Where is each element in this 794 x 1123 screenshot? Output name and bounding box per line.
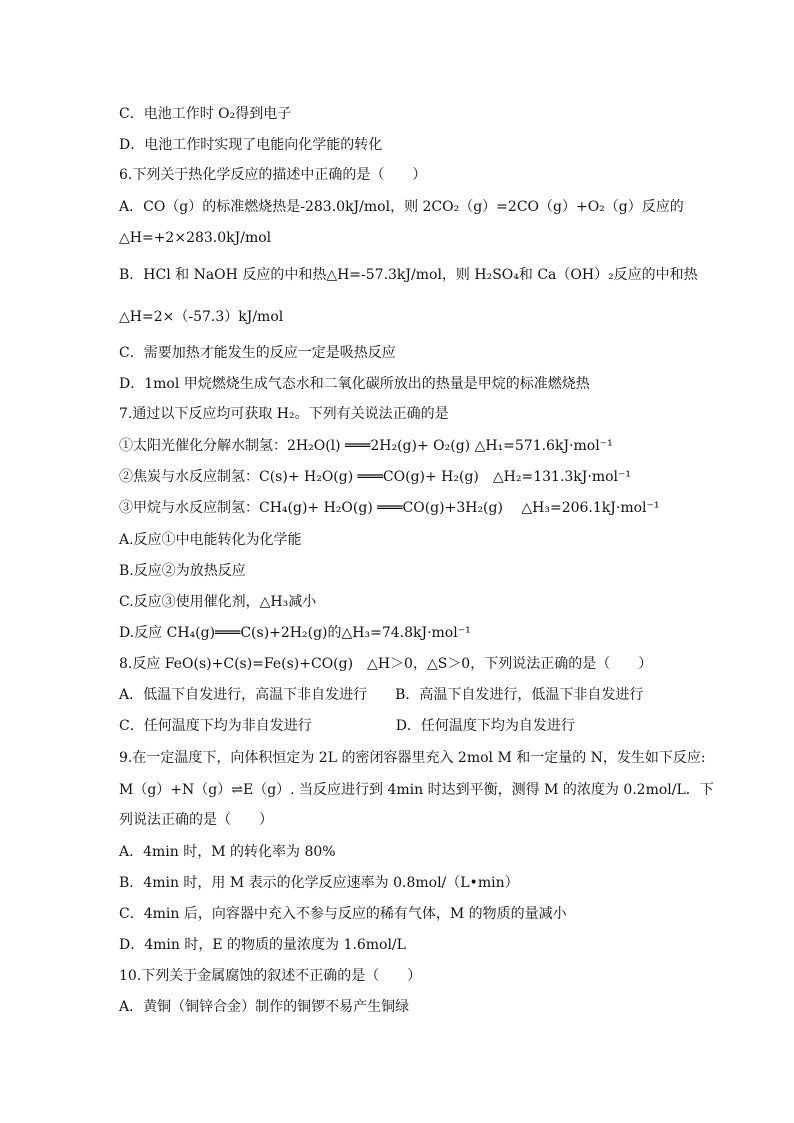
text-line: A.反应①中电能转化为化学能: [119, 532, 302, 548]
text-line: C．需要加热才能发生的反应一定是吸热反应: [119, 345, 396, 361]
question-8-stem: 8.反应 FeO(s)+C(s)=Fe(s)+CO(g) △H＞0，△S＞0，下列说法正确的是（ ）: [119, 656, 653, 672]
text-line: D．1mol 甲烷燃烧生成气态水和二氧化碳所放出的热量是甲烷的标准燃烧热: [119, 376, 590, 392]
text-line: B．HCl 和 NaOH 反应的中和热△H=-57.3kJ/mol，则 H₂SO₄和 Ca（OH）₂反应的中和热: [119, 267, 698, 283]
text-line: A．低温下自发进行，高温下非自发进行 B．高温下自发进行，低温下非自发进行: [119, 687, 644, 703]
text-line: A．CO（g）的标准燃烧热是-283.0kJ/mol，则 2CO₂（g）=2CO（g）+O₂（g）反应的: [119, 199, 684, 215]
text-line: ①太阳光催化分解水制氢：2H₂O(l) ═══2H₂(g)+ O₂(g) △H₁=571.6kJ·mol⁻¹: [119, 438, 613, 454]
text-line: ②焦炭与水反应制氢：C(s)+ H₂O(g) ═══CO(g)+ H₂(g) △H₂=131.3kJ·mol⁻¹: [119, 469, 632, 485]
text-line: B.反应②为放热反应: [119, 563, 246, 579]
text-line: D.反应 CH₄(g)═══C(s)+2H₂(g)的△H₃=74.8kJ·mol⁻¹: [119, 625, 471, 641]
text-line: 列说法正确的是（ ）: [119, 812, 273, 828]
text-line: B．4min 时，用 M 表示的化学反应速率为 0.8mol/（L•min）: [119, 875, 519, 891]
question-10-stem: 10.下列关于金属腐蚀的叙述不正确的是（ ）: [119, 968, 422, 984]
text-line: A．4min 时，M 的转化率为 80%: [119, 844, 336, 860]
question-9-stem: 9.在一定温度下，向体积恒定为 2L 的密闭容器里充入 2mol M 和一定量的 N，发生如下反应:: [119, 750, 706, 766]
text-line: C．电池工作时 O₂得到电子: [119, 106, 292, 122]
text-line: A．黄铜（铜锌合金）制作的铜锣不易产生铜绿: [119, 999, 410, 1015]
text-line: ③甲烷与水反应制氢：CH₄(g)+ H₂O(g) ═══CO(g)+3H₂(g) △H₃=206.1kJ·mol⁻¹: [119, 500, 660, 516]
question-6-stem: 6.下列关于热化学反应的描述中正确的是（ ）: [119, 167, 427, 183]
text-line: D．电池工作时实现了电能向化学能的转化: [119, 137, 383, 153]
question-7-stem: 7.通过以下反应均可获取 H₂。下列有关说法正确的是: [119, 406, 449, 422]
text-line: △H=2×（-57.3）kJ/mol: [119, 309, 284, 325]
text-line: C.反应③使用催化剂，△H₃减小: [119, 594, 317, 610]
text-line: C．任何温度下均为非自发进行 D．任何温度下均为自发进行: [119, 718, 575, 734]
text-line: M（g）+N（g）⇌E（g）. 当反应进行到 4min 时达到平衡，测得 M 的浓度为 0.2mol/L．下: [119, 782, 714, 798]
text-line: D．4min 时，E 的物质的量浓度为 1.6mol/L: [119, 937, 406, 953]
text-line: C．4min 后，向容器中充入不参与反应的稀有气体，M 的物质的量减小: [119, 906, 567, 922]
text-line: △H=+2×283.0kJ/mol: [119, 230, 272, 246]
